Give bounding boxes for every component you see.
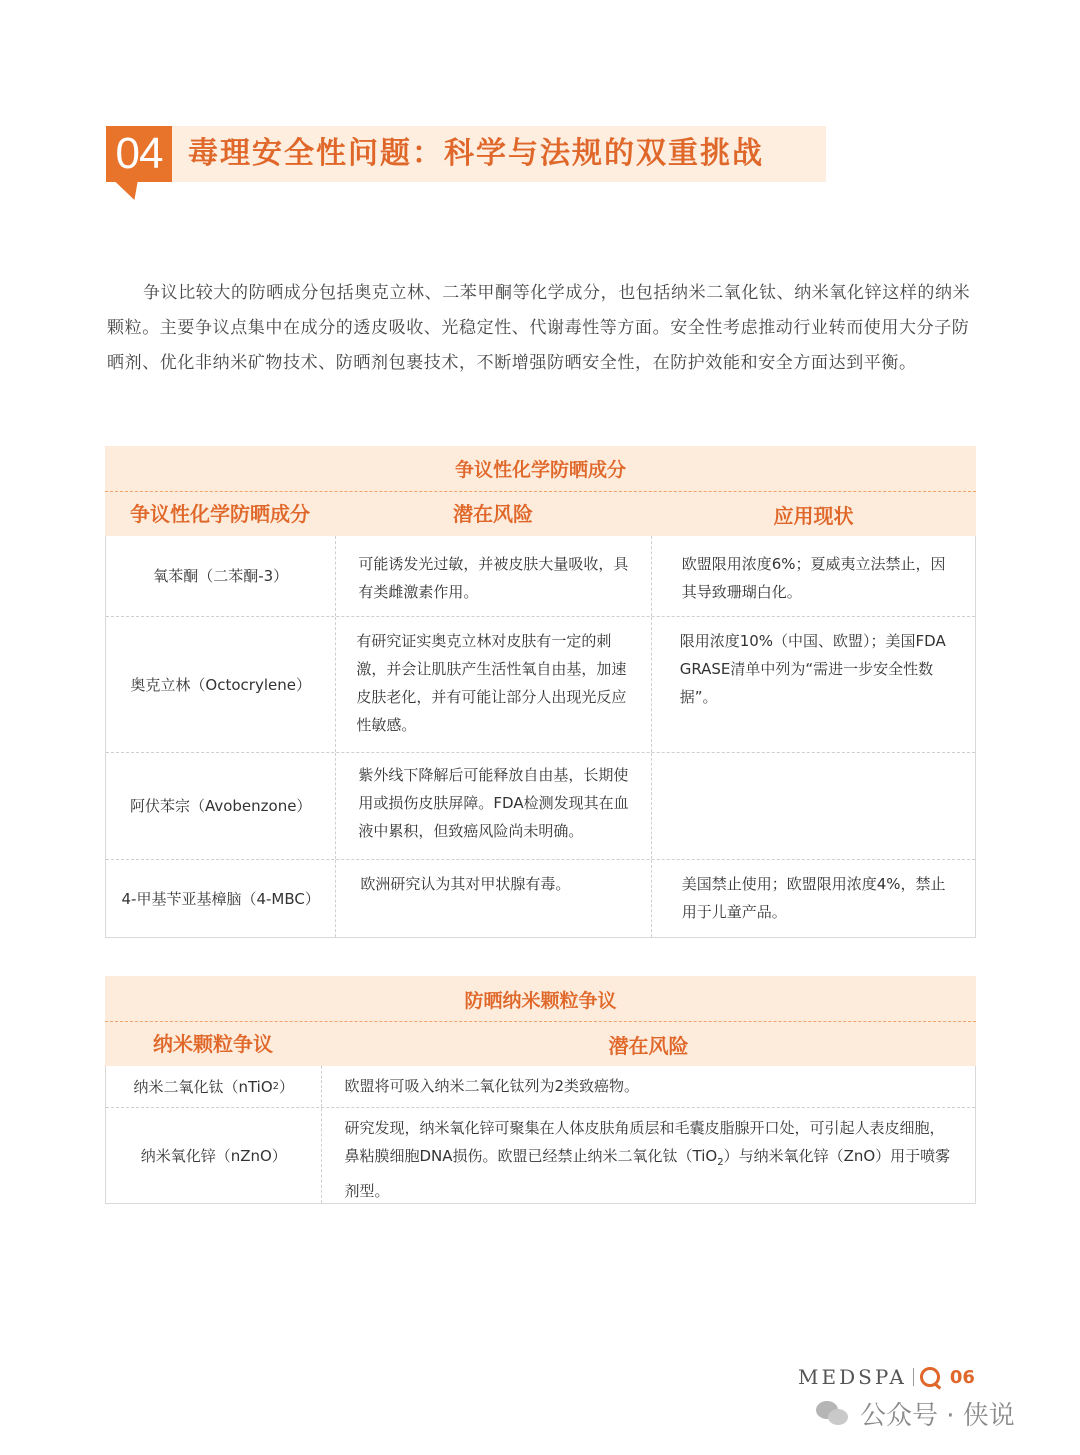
column-header: 潜在风险 (453, 502, 533, 526)
intro-paragraph: 争议比较大的防晒成分包括奥克立林、二苯甲酮等化学成分，也包括纳米二氧化钛、纳米氧化锌这样的纳米颗粒。主要争议点集中在成分的透皮吸收、光稳定性、代谢毒性等方面。安全性考虑推动行业转而使用大分子防晒剂、优化非纳米矿物技术、防晒剂包裹技术，不断增强防晒安全性，在防护效能和安全方面达到平衡。 (107, 283, 971, 373)
footer-divider (913, 1368, 914, 1386)
wechat-watermark (816, 1396, 1015, 1430)
table-row (106, 617, 975, 753)
status-cell (651, 753, 975, 859)
status-cell: 限用浓度10%（中国、欧盟）；美国FDA GRASE清单中列为“需进一步安全性数据”。 (651, 617, 975, 752)
risk-cell: 紫外线下降解后可能释放自由基，长期使用或损伤皮肤屏障。FDA检测发现其在血液中累积，但致癌风险尚未明确。 (335, 753, 650, 859)
table-header (105, 446, 976, 536)
ingredient-name: 阿伏苯宗（Avobenzone） (129, 797, 312, 815)
ingredient-name: 奥克立林（Octocrylene） (130, 675, 311, 694)
section-header (106, 126, 826, 182)
wechat-icon (816, 1399, 850, 1427)
ingredient-name: 氧苯酮（二苯酮-3） (153, 567, 289, 585)
status-cell: 美国禁止使用；欧盟限用浓度4%，禁止用于儿童产品。 (651, 860, 975, 937)
nanoparticle-table (105, 976, 976, 1204)
section-number-tail (112, 182, 137, 200)
risk-cell: 欧盟将可吸入纳米二氧化钛列为2类致癌物。 (321, 1066, 975, 1107)
column-header: 纳米颗粒争议 (153, 1032, 273, 1056)
table-title: 争议性化学防晒成分 (105, 446, 976, 492)
risk-cell: 研究发现，纳米氧化锌可聚集在人体皮肤角质层和毛囊皮脂腺开口处，可引起人表皮细胞，鼻粘膜细胞DNA损伤。欧盟已经禁止纳米二氧化钛（TiO$_2$）与纳米氧化锌（ZnO）用于喷雾剂型。 (321, 1108, 975, 1203)
table-body (105, 1066, 976, 1204)
section-number: 04 (106, 126, 172, 182)
column-header: 应用现状 (773, 504, 854, 528)
risk-cell: 有研究证实奥克立林对皮肤有一定的刺激，并会让肌肤产生活性氧自由基，加速皮肤老化，并有可能让部分人出现光反应性敏感。 (335, 617, 650, 752)
nanoparticle-name: 纳米氧化锌（nZnO） (140, 1146, 287, 1165)
page-footer (798, 1362, 975, 1392)
risk-cell: 可能诱发光过敏，并被皮肤大量吸收，具有类雌激素作用。 (335, 536, 650, 616)
risk-cell: 欧洲研究认为其对甲状腺有毒。 (335, 860, 650, 937)
page-number: 06 (949, 1366, 975, 1388)
table-body (105, 536, 976, 938)
watermark-text: 公众号 · 侠说 (860, 1400, 1015, 1431)
table-row (106, 536, 975, 617)
table-row (106, 1066, 975, 1108)
column-header: 潜在风险 (608, 1034, 689, 1058)
table-row (106, 753, 975, 860)
section-title: 毒理安全性问题：科学与法规的双重挑战 (188, 136, 764, 171)
table-row (106, 860, 975, 937)
table-header (105, 976, 976, 1066)
chemical-sunscreen-table (105, 446, 976, 938)
brand-logo-text: MEDSPA (798, 1365, 907, 1389)
nanoparticle-name: 纳米二氧化钛（nTiO 2 ） (133, 1077, 295, 1096)
status-cell: 欧盟限用浓度6%；夏威夷立法禁止，因其导致珊瑚白化。 (651, 536, 975, 616)
table-title: 防晒纳米颗粒争议 (105, 976, 976, 1022)
brand-q-logo-icon (920, 1367, 940, 1387)
table-row (106, 1108, 975, 1203)
column-header: 争议性化学防晒成分 (130, 502, 310, 526)
ingredient-name: 4-甲基苄亚基樟脑（4-MBC） (121, 889, 320, 908)
